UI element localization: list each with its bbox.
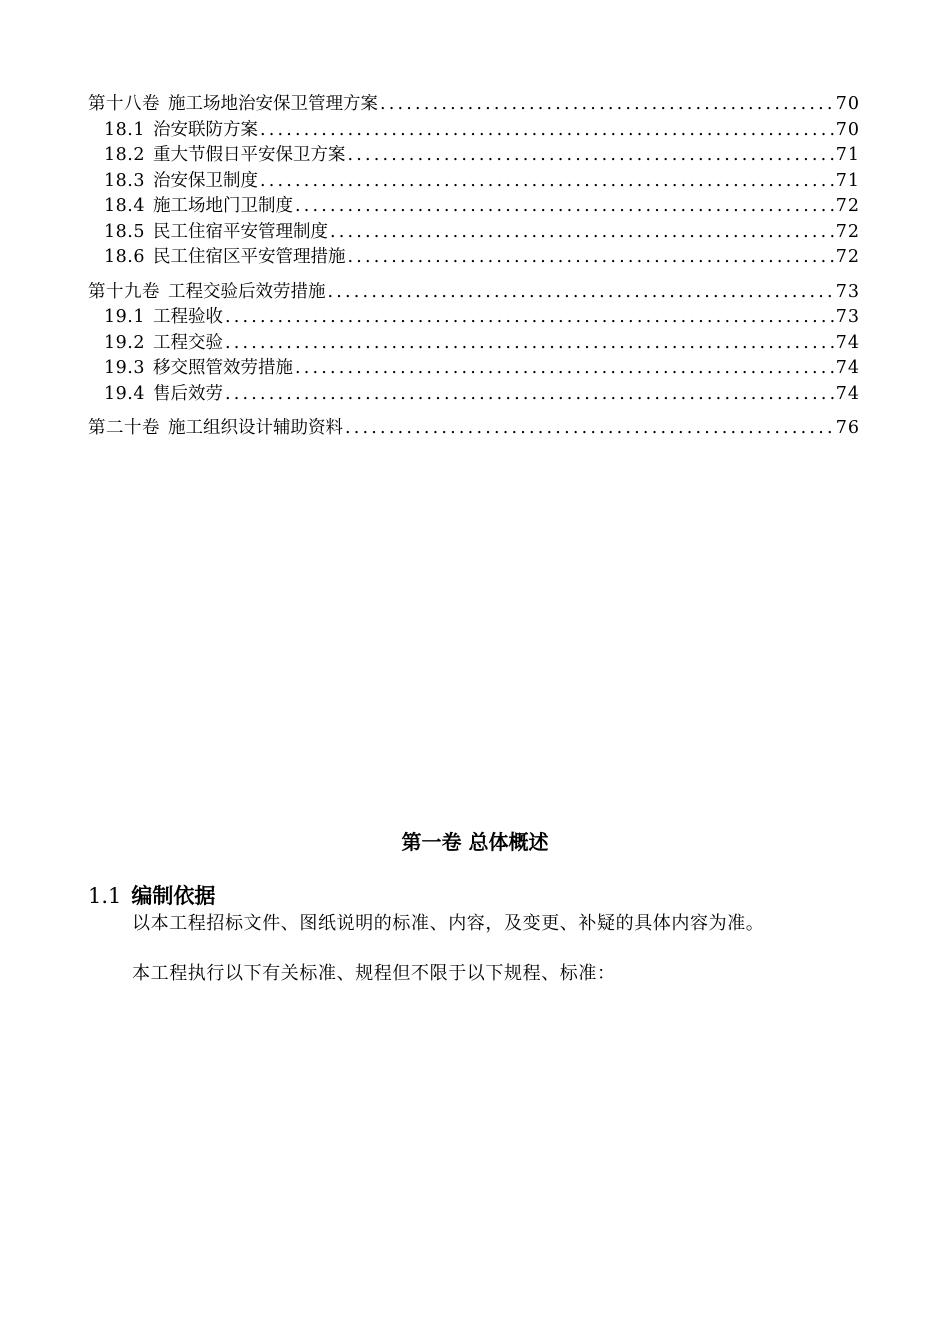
toc-entry-number: 19.1 <box>104 307 145 327</box>
toc-entry[interactable] <box>88 194 860 220</box>
toc-entry-title: 治安联防方案 <box>152 119 258 140</box>
toc-dot-leader <box>345 416 834 442</box>
paragraph: 本工程执行以下有关标准、规程但不限于以下规程、标准： <box>132 963 616 984</box>
toc-entry[interactable] <box>88 382 860 408</box>
toc-entry-page: 74 <box>835 358 860 378</box>
toc-entry-page: 71 <box>835 170 860 191</box>
toc-entry-number: 18.5 <box>104 221 145 242</box>
toc-entry-number: 第十九卷 <box>88 281 160 302</box>
toc-entry-title: 民工住宿平安管理制度 <box>152 221 328 242</box>
toc-entry-title: 工程交验 <box>152 332 223 353</box>
toc-entry-title: 售后效劳 <box>152 383 223 404</box>
toc-entry-number: 第十八卷 <box>88 94 160 114</box>
toc-entry-page: 72 <box>835 196 860 216</box>
toc-dot-leader <box>347 143 833 169</box>
toc-entry-number: 第二十卷 <box>88 418 160 438</box>
toc-entry-page: 76 <box>835 418 860 438</box>
chapter-title: 第一卷 总体概述 <box>401 830 549 854</box>
toc-entry-title: 施工场地门卫制度 <box>152 196 293 216</box>
toc-entry-title: 工程验收 <box>152 307 223 327</box>
toc-entry[interactable] <box>88 356 860 382</box>
toc-dot-leader <box>225 382 834 408</box>
toc-entry-title: 施工场地治安保卫管理方案 <box>168 94 378 114</box>
toc-dot-leader <box>295 356 834 382</box>
toc-dot-leader <box>225 331 834 357</box>
toc-entry-page: 70 <box>835 119 860 140</box>
section-title: 编制依据 <box>131 884 216 908</box>
toc-dot-leader <box>260 118 834 144</box>
toc-entry-number: 18.4 <box>104 196 145 216</box>
toc-dot-leader <box>295 194 834 220</box>
toc-entry-number: 18.3 <box>104 170 145 191</box>
toc-dot-leader <box>328 280 834 306</box>
toc-entry-page: 73 <box>835 281 860 302</box>
toc-dot-leader <box>380 92 834 118</box>
toc-entry-page: 74 <box>835 383 860 404</box>
toc-entry-number: 18.1 <box>104 119 145 140</box>
toc-entry-title: 工程交验后效劳措施 <box>168 281 326 302</box>
toc-entry[interactable] <box>88 416 860 442</box>
toc-entry-title: 民工住宿区平安管理措施 <box>152 247 346 267</box>
toc-entry[interactable] <box>88 245 860 271</box>
toc-entry[interactable] <box>88 169 860 195</box>
toc-dot-leader <box>330 220 834 246</box>
toc-entry-number: 18.2 <box>104 145 145 165</box>
toc-entry-title: 重大节假日平安保卫方案 <box>152 145 346 165</box>
toc-entry-number: 19.2 <box>104 332 145 353</box>
toc-entry[interactable] <box>88 305 860 331</box>
toc-entry[interactable] <box>88 331 860 357</box>
toc-entry-page: 72 <box>835 247 860 267</box>
toc-entry-title: 治安保卫制度 <box>152 170 258 191</box>
toc-entry[interactable] <box>88 280 860 306</box>
toc-entry-page: 73 <box>835 307 860 327</box>
paragraph: 以本工程招标文件、图纸说明的标准、内容，及变更、补疑的具体内容为准。 <box>132 913 765 934</box>
toc-entry[interactable] <box>88 118 860 144</box>
toc-dot-leader <box>347 245 833 271</box>
toc-dot-leader <box>225 305 834 331</box>
table-of-contents <box>88 92 860 442</box>
toc-entry-title: 施工组织设计辅助资料 <box>168 418 343 438</box>
toc-entry-page: 71 <box>835 145 860 165</box>
section-heading <box>88 880 215 912</box>
toc-entry-number: 19.4 <box>104 383 145 404</box>
toc-entry[interactable] <box>88 143 860 169</box>
toc-entry-title: 移交照管效劳措施 <box>152 358 293 378</box>
toc-entry-page: 74 <box>835 332 860 353</box>
toc-entry-number: 18.6 <box>104 247 145 267</box>
toc-dot-leader <box>260 169 834 195</box>
toc-entry-page: 70 <box>835 94 860 114</box>
section-number: 1.1 <box>88 884 122 908</box>
toc-entry-number: 19.3 <box>104 358 145 378</box>
toc-entry[interactable] <box>88 220 860 246</box>
toc-entry-page: 72 <box>835 221 860 242</box>
toc-entry[interactable] <box>88 92 860 118</box>
